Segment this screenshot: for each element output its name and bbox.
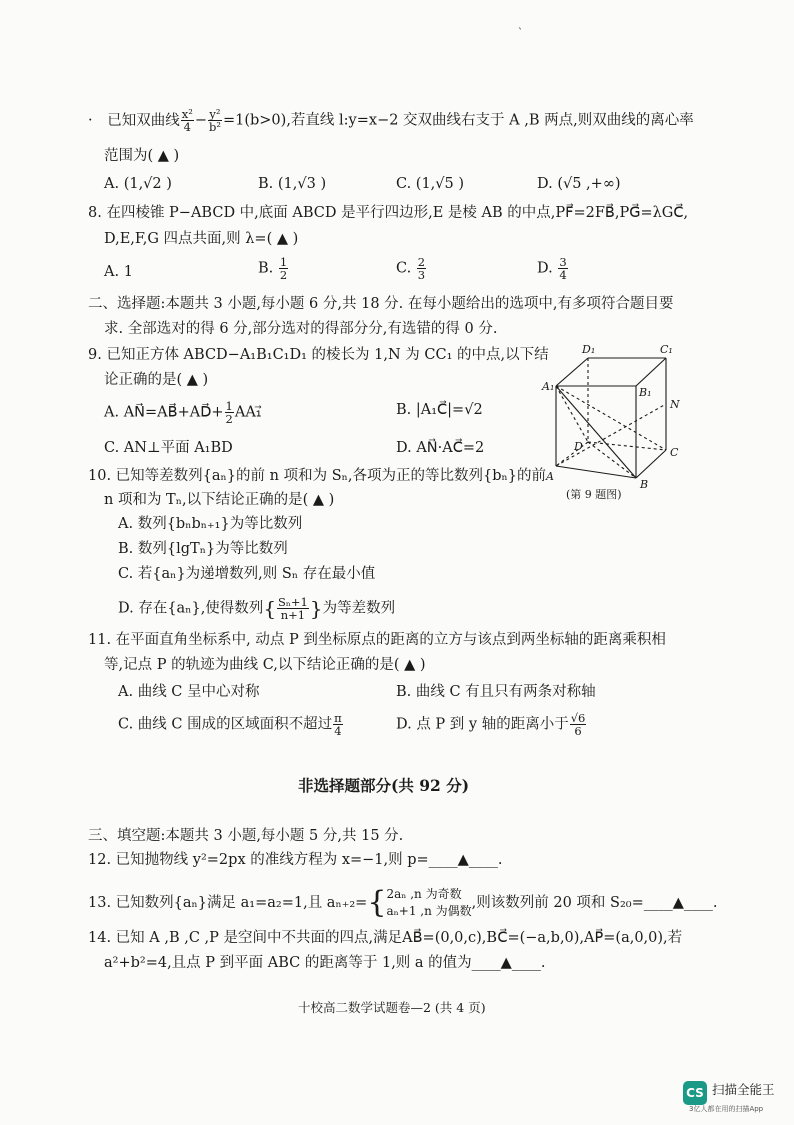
q7-option-b: B. (1,√3 ) <box>258 176 327 192</box>
line-an <box>556 404 666 466</box>
edge-ad-hidden <box>556 442 588 466</box>
line-a1b <box>556 386 636 478</box>
edge-dc-hidden <box>588 442 666 450</box>
label-b: B <box>640 478 649 491</box>
line-bd <box>588 442 636 478</box>
label-d1: D₁ <box>582 343 596 356</box>
q7-line2: 范围为( ▲ ) <box>104 148 180 164</box>
q8-option-b: B. $\frac{1}{2}$ <box>258 255 288 282</box>
edge-b1c1 <box>636 358 666 386</box>
label-n: N <box>670 398 680 411</box>
q10-option-d: D. 存在{aₙ},使得数列{ $\frac{\text{Sₙ+1}}{n+1}$ }为等差数列 <box>118 595 396 622</box>
section-3-heading: 三、填空题:本题共 3 小题,每小题 5 分,共 15 分. <box>88 828 404 844</box>
q11-line1: 11. 在平面直角坐标系中, 动点 P 到坐标原点的距离的立方与该点到两坐标轴的距离乘积相 <box>88 632 666 648</box>
q9-option-a: A. AN⃗=AB⃗+AD⃗+ $\frac{1}{2}$ AA₁⃗ <box>104 399 262 426</box>
q7-option-d: D. (√5 ,+∞) <box>537 176 621 192</box>
q10-option-b: B. 数列{lgTₙ}为等比数列 <box>118 541 288 557</box>
q7-number: · <box>88 112 93 129</box>
watermark-title: 扫描全能王 <box>712 1082 775 1097</box>
q7-frac1: $\frac{\text{x²}}{4}$ <box>181 107 193 134</box>
q9-line2: 论正确的是( ▲ ) <box>104 372 209 388</box>
label-b1: B₁ <box>639 386 652 399</box>
q11-line2: 等,记点 P 的轨迹为曲线 C,以下结论正确的是( ▲ ) <box>104 657 426 673</box>
q8-line2: D,E,F,G 四点共面,则 λ=( ▲ ) <box>104 231 299 247</box>
q9-option-c: C. AN⊥平面 A₁BD <box>104 440 233 456</box>
q10-option-c: C. 若{aₙ}为递增数列,则 Sₙ 存在最小值 <box>118 566 376 582</box>
q9-option-b: B. |A₁C⃗|=√2 <box>396 402 483 418</box>
q11-option-d: D. 点 P 到 y 轴的距离小于 $\frac{√6}{6}$ <box>396 711 586 738</box>
q8-option-d: D. $\frac{3}{4}$ <box>537 255 567 282</box>
q7-option-a: A. (1,√2 ) <box>104 176 172 192</box>
q13-stem: 13. 已知数列{aₙ}满足 a₁=a₂=1,且 aₙ₊₂={ 2aₙ ,n 为奇数 aₙ+1 ,n 为偶数 ,则该数列前 20 项和 S₂₀=____▲____. <box>88 885 718 920</box>
q9-option-d: D. AN⃗·AC⃗=2 <box>396 440 485 456</box>
q11-option-c: C. 曲线 C 围成的区域面积不超过 $\frac{\pi}{4}$ <box>118 711 342 738</box>
q7-frac2: $\frac{\text{y²}}{\text{b²}}$ <box>208 107 221 134</box>
part-2-title: 非选择题部分(共 92 分) <box>298 776 470 795</box>
watermark-subtitle: 3亿人都在用的扫描App <box>689 1105 764 1113</box>
q14-line1: 14. 已知 A ,B ,C ,P 是空间中不共面的四点,满足AB⃗=(0,0,c),BC⃗=(−a,b,0),AP⃗=(a,0,0),若 <box>88 930 683 946</box>
q10-option-a: A. 数列{bₙbₙ₊₁}为等比数列 <box>118 516 303 532</box>
q8-option-a: A. 1 <box>104 264 133 280</box>
q7-stem-post: =1(b>0),若直线 l:y=x−2 交双曲线右支于 A ,B 两点,则双曲线的离心率 <box>222 112 694 129</box>
cube-figure <box>536 338 696 503</box>
label-a: A <box>546 470 554 483</box>
figure-9-caption: (第 9 题图) <box>566 488 622 501</box>
q9-line1: 9. 已知正方体 ABCD−A₁B₁C₁D₁ 的棱长为 1,N 为 CC₁ 的中点,以下结 <box>88 347 549 363</box>
q7-stem-pre: 已知双曲线 <box>107 112 180 129</box>
label-d: D <box>574 440 583 453</box>
q8-option-c: C. $\frac{2}{3}$ <box>396 255 426 282</box>
q11-option-a: A. 曲线 C 呈中心对称 <box>118 684 260 700</box>
question-12: 12. 已知抛物线 y²=2px 的准线方程为 x=−1,则 p=____▲____. <box>88 852 503 868</box>
q10-line2: n 项和为 Tₙ,以下结论正确的是( ▲ ) <box>104 492 335 508</box>
section-2-heading-line1: 二、选择题:本题共 3 小题,每小题 6 分,共 18 分. 在每小题给出的选项中,有多项符合题目要 <box>88 296 674 312</box>
camscanner-logo: CS <box>683 1081 707 1105</box>
q7-minus: − <box>194 112 207 129</box>
edge-bc <box>636 450 666 478</box>
page-footer: 十校高二数学试题卷—2 (共 4 页) <box>298 1000 486 1015</box>
label-a1: A₁ <box>542 380 555 393</box>
q8-line1: 8. 在四棱锥 P−ABCD 中,底面 ABCD 是平行四边形,E 是棱 AB 的中点,PF⃗=2FB⃗,PG⃗=λGC⃗, <box>88 205 689 221</box>
edge-d1a1 <box>556 358 588 386</box>
top-mark: ` <box>518 28 523 39</box>
q10-line1: 10. 已知等差数列{aₙ}的前 n 项和为 Sₙ,各项为正的等比数列{bₙ}的前 <box>88 468 547 484</box>
q11-option-b: B. 曲线 C 有且只有两条对称轴 <box>396 684 596 700</box>
label-c1: C₁ <box>660 343 673 356</box>
section-2-heading-line2: 求. 全部选对的得 6 分,部分选对的得部分分,有选错的得 0 分. <box>104 321 498 337</box>
label-c: C <box>670 446 679 459</box>
q7-line1 <box>88 108 694 133</box>
q7-option-c: C. (1,√5 ) <box>396 176 465 192</box>
edge-ab <box>556 466 636 478</box>
line-a1d <box>556 386 588 442</box>
q14-line2: a²+b²=4,且点 P 到平面 ABC 的距离等于 1,则 a 的值为____▲____. <box>104 955 546 971</box>
